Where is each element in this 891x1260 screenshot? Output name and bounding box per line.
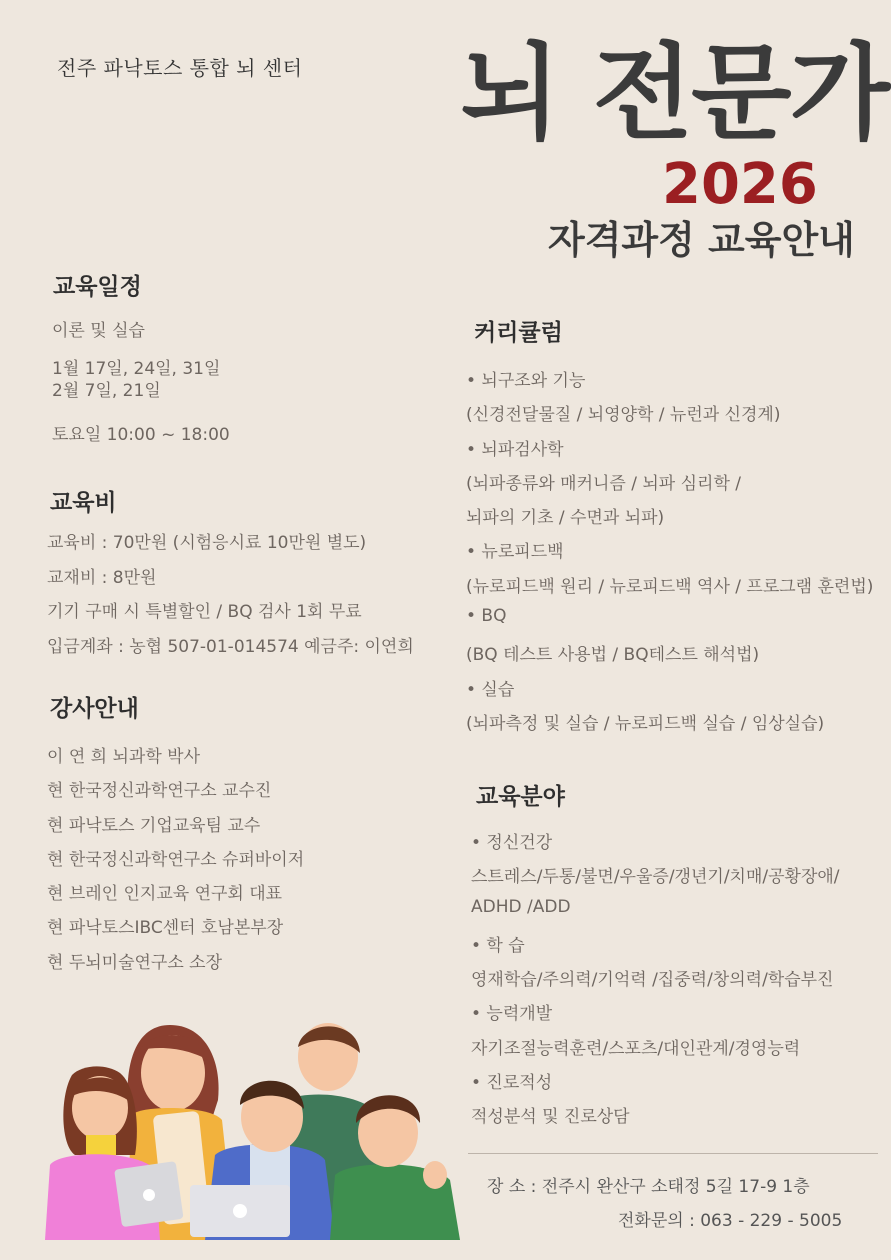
instructor-line: 현 파낙토스 기업교육팀 교수 bbox=[47, 815, 261, 836]
students-illustration bbox=[40, 1005, 470, 1240]
fields-line: • 정신건강 bbox=[471, 833, 553, 853]
curriculum-line: • 뉴로피드백 bbox=[466, 542, 564, 563]
footer-divider bbox=[468, 1153, 878, 1154]
instructor-line: 현 두뇌미술연구소 소장 bbox=[47, 952, 223, 973]
fields-line: 적성분석 및 진로상담 bbox=[471, 1107, 630, 1128]
fee-line: 입금계좌 : 농협 507-01-014574 예금주: 이연희 bbox=[47, 636, 414, 657]
schedule-dates bbox=[52, 358, 220, 402]
curriculum-line: • BQ bbox=[466, 606, 507, 627]
fields-heading: 교육분야 bbox=[476, 784, 565, 810]
curriculum-line: 뇌파의 기초 / 수면과 뇌파) bbox=[466, 508, 665, 529]
fields-line: 영재학습/주의력/기억력 /집중력/창의력/학습부진 bbox=[471, 970, 834, 991]
instructor-list bbox=[47, 742, 304, 982]
curriculum-line: (뇌파측정 및 실습 / 뉴로피드백 실습 / 임상실습) bbox=[466, 713, 825, 734]
subtitle: 자격과정 교육안내 bbox=[548, 218, 855, 262]
curriculum-line: (뉴로피드백 원리 / 뉴로피드백 역사 / 프로그램 훈련법) bbox=[466, 576, 874, 597]
fields-line: • 능력개발 bbox=[471, 1004, 553, 1025]
schedule-time: 토요일 10:00 ~ 18:00 bbox=[52, 425, 230, 445]
fields-line: 스트레스/두통/불면/우울증/갱년기/치매/공황장애/ bbox=[471, 867, 840, 888]
curriculum-line: • 실습 bbox=[466, 679, 515, 700]
phone-text: 전화문의 : 063 - 229 - 5005 bbox=[618, 1211, 843, 1231]
schedule-heading: 교육일정 bbox=[53, 274, 142, 300]
instructor-line: 현 한국정신과학연구소 슈퍼바이저 bbox=[47, 849, 305, 870]
fields-list bbox=[471, 828, 840, 1137]
instructor-line: 현 브레인 인지교육 연구회 대표 bbox=[47, 884, 283, 905]
instructor-line: 이 연 희 뇌과학 박사 bbox=[47, 747, 200, 767]
curriculum-line: • 뇌파검사학 bbox=[466, 439, 564, 460]
schedule-dates-feb: 2월 7일, 21일 bbox=[52, 381, 161, 401]
fee-line: 교육비 : 70만원 (시험응시료 10만원 별도) bbox=[47, 533, 367, 553]
year-label: 2026 bbox=[662, 152, 818, 217]
curriculum-line: • 뇌구조와 기능 bbox=[466, 371, 586, 391]
fee-line: 기기 구매 시 특별할인 / BQ 검사 1회 무료 bbox=[47, 602, 362, 622]
schedule-sub: 이론 및 실습 bbox=[52, 321, 145, 341]
curriculum-heading: 커리큘럼 bbox=[474, 320, 563, 346]
fields-line: • 진로적성 bbox=[471, 1073, 553, 1094]
organization-name: 전주 파낙토스 통합 뇌 센터 bbox=[57, 56, 303, 80]
fee-line: 교재비 : 8만원 bbox=[47, 567, 157, 588]
fee-list bbox=[47, 528, 414, 666]
curriculum-line: (뇌파종류와 매커니즘 / 뇌파 심리학 / bbox=[466, 473, 742, 494]
curriculum-list bbox=[466, 366, 873, 743]
curriculum-line: (BQ 테스트 사용법 / BQ테스트 해석법) bbox=[466, 645, 760, 666]
schedule-dates-jan: 1월 17일, 24일, 31일 bbox=[52, 359, 221, 379]
curriculum-line: (신경전달물질 / 뇌영양학 / 뉴런과 신경계) bbox=[466, 405, 781, 426]
fields-line: 자기조절능력훈련/스포츠/대인관계/경영능력 bbox=[471, 1038, 801, 1059]
fields-line: • 학 습 bbox=[471, 935, 525, 956]
address-text: 장 소 : 전주시 완산구 소태정 5길 17-9 1층 bbox=[487, 1177, 810, 1197]
instructor-heading: 강사안내 bbox=[50, 696, 139, 722]
fields-line: ADHD /ADD bbox=[471, 896, 571, 917]
instructor-line: 현 파낙토스IBC센터 호남본부장 bbox=[47, 918, 284, 939]
main-title: 뇌 전문가 bbox=[460, 32, 889, 154]
instructor-line: 현 한국정신과학연구소 교수진 bbox=[47, 781, 272, 802]
fee-heading: 교육비 bbox=[50, 490, 117, 516]
